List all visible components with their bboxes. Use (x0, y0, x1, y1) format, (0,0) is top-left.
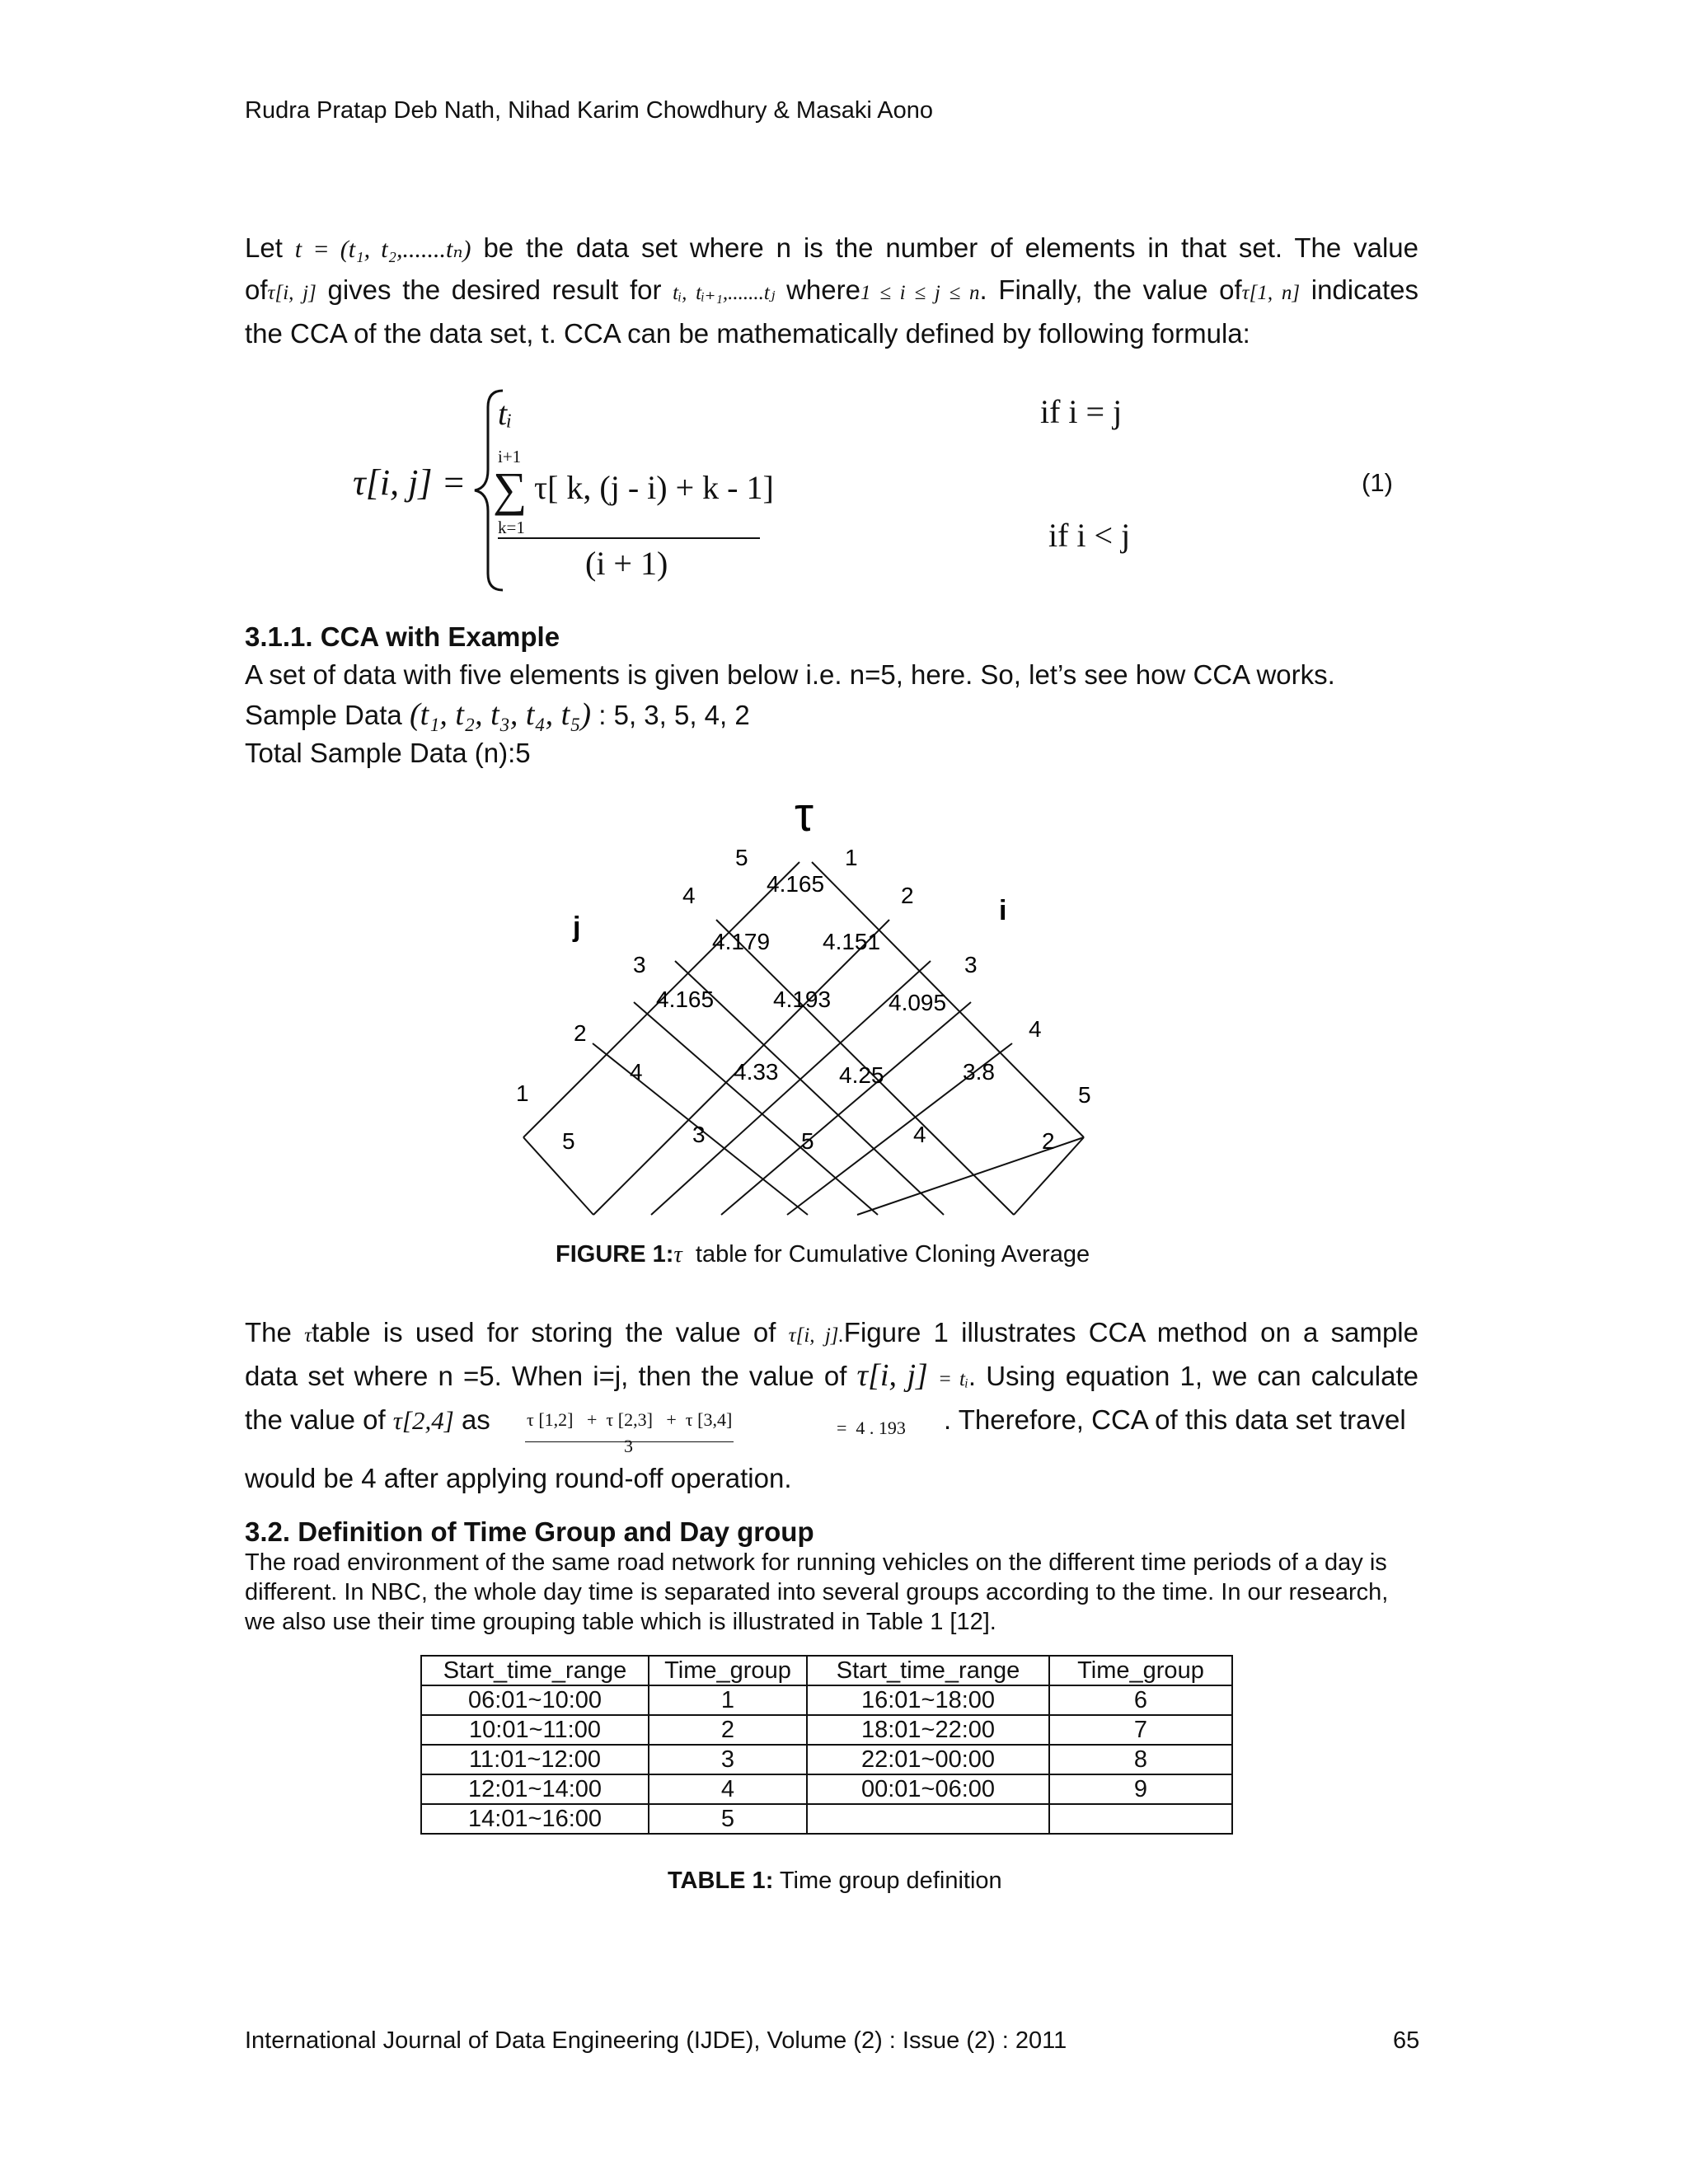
figure-j-axis-label: j (573, 912, 581, 943)
sum-lower-limit: k=1 (498, 518, 525, 537)
total-sample-line: Total Sample Data (n):5 (245, 738, 531, 768)
intro-line-1: Let t = (t₁, t₂,.......tₙ) be the data set where n is the number of elements in that set. The value (245, 232, 1419, 263)
case1-condition: if i = j (1040, 393, 1123, 430)
running-header-authors: Rudra Pratap Deb Nath, Nihad Karim Chowdhury & Masaki Aono (245, 97, 933, 124)
i-index-4: 4 (1029, 1016, 1042, 1042)
table-header-row (421, 1656, 1232, 1685)
equation-lhs: τ[i, j] = (353, 462, 467, 503)
intro-line-2: ofτ[i, j] gives the desired result for tᵢ, tᵢ₊₁,.......tⱼ where1 ≤ i ≤ j ≤ n. Finally, the value ofτ[1, n] indicates (245, 274, 1418, 305)
tau-cell-row1: 2 (1042, 1128, 1055, 1154)
figure-tau-symbol: τ (795, 790, 814, 841)
tau-table-figure (495, 790, 1121, 1226)
tau-cell-row2: 4 (630, 1059, 643, 1085)
tau24-denominator: 3 (624, 1436, 633, 1456)
denominator: (i + 1) (585, 545, 668, 582)
j-index-2: 2 (574, 1020, 587, 1046)
tau-cell-row3: 4.095 (889, 990, 947, 1015)
intro-paragraph (245, 227, 1418, 354)
set-notation: t = (t₁, t₂,.......tₙ) (294, 236, 471, 263)
case1-value: tᵢ (498, 395, 513, 432)
tau-table-explanation (245, 1312, 1418, 1498)
figure-i-axis-label: i (999, 895, 1007, 926)
tau-cell-row1: 4 (913, 1122, 926, 1147)
table-row: 11:01~12:00 3 22:01~00:00 8 (421, 1745, 1232, 1774)
table-row: 06:01~10:00 1 16:01~18:00 6 (421, 1685, 1232, 1715)
col-header: Time_group (1049, 1656, 1232, 1685)
tau-cell-row2: 4.25 (839, 1062, 884, 1088)
equation-number: (1) (1362, 468, 1393, 497)
section-heading-3-1-1: 3.1.1. CCA with Example (245, 621, 560, 652)
tau-cell-row4: 4.179 (712, 929, 771, 954)
col-header: Start_time_range (421, 1656, 649, 1685)
i-index-1: 1 (845, 845, 858, 870)
time-group-table (420, 1655, 1233, 1835)
tau-cell-row3: 4.165 (656, 987, 715, 1012)
table-1-caption: TABLE 1: Time group definition (668, 1868, 1002, 1894)
col-header: Time_group (649, 1656, 807, 1685)
sum-upper-limit: i+1 (498, 447, 522, 466)
explanation-line-1: The τtable is used for storing the value of τ[i, j].Figure 1 illustrates CCA method on a sample (245, 1317, 1418, 1347)
section-3-1-1-body (245, 654, 1418, 771)
explanation-line-4: would be 4 after applying round-off operation. (245, 1463, 792, 1493)
tau24-numerator: τ [1,2] + τ [2,3] + τ [3,4] (525, 1399, 734, 1442)
cca-example-intro: A set of data with five elements is given below i.e. n=5, here. So, let’s see how CCA works. (245, 659, 1335, 690)
footer-journal: International Journal of Data Engineering (IJDE), Volume (2) : Issue (2) : 2011 (245, 2027, 1067, 2054)
j-index-1: 1 (516, 1080, 529, 1106)
col-header: Start_time_range (807, 1656, 1049, 1685)
fraction-bar (498, 537, 760, 539)
explanation-line-3: the value of τ[2,4] as τ [1,2] + τ [2,3] + τ [3,4] 3 = 4 . 193 . Therefore, CCA of this data set travel (245, 1399, 1418, 1440)
table-row: 14:01~16:00 5 (421, 1804, 1232, 1834)
figure-1-caption: FIGURE 1:τ table for Cumulative Cloning Average (556, 1241, 1090, 1268)
tau-cell-values (562, 871, 1055, 1154)
case2-condition: if i < j (1048, 517, 1131, 554)
page-number: 65 (1393, 2027, 1420, 2054)
explanation-line-2: data set where n =5. When i=j, then the value of τ[i, j] = tᵢ. Using equation 1, we can calculate (245, 1358, 1419, 1393)
tau-cell-row1: 3 (692, 1122, 706, 1147)
j-index-5: 5 (735, 845, 748, 870)
tau-cell-row1: 5 (562, 1128, 575, 1154)
tau-cell-row2: 4.33 (734, 1059, 779, 1085)
sum-body: τ[ k, (j - i) + k - 1] (534, 469, 774, 506)
i-index-2: 2 (901, 883, 914, 908)
sample-data-line: Sample Data (t₁, t₂, t₃, t₄, t₅) : 5, 3, 5, 4, 2 (245, 697, 750, 732)
sum-sign: ∑ (493, 462, 528, 516)
j-index-4: 4 (682, 883, 696, 908)
section-heading-3-2: 3.2. Definition of Time Group and Day group (245, 1516, 814, 1547)
section-3-2-body: The road environment of the same road network for running vehicles on the different time periods of a day is different. In NBC, the whole day time is separated into several groups according to the time. In our research, we also use their time grouping table which is illustrated in Table 1 [12]. (245, 1549, 1389, 1635)
tau-cell-row2: 3.8 (963, 1059, 995, 1085)
tau-cell-row3: 4.193 (773, 987, 832, 1012)
tau-cell-row1: 5 (801, 1128, 814, 1154)
j-index-3: 3 (633, 952, 646, 977)
i-index-5: 5 (1078, 1082, 1091, 1108)
tau-cell-row4: 4.151 (823, 929, 881, 954)
tau24-result: = 4 . 193 (837, 1418, 906, 1438)
table-row: 12:01~14:00 4 00:01~06:00 9 (421, 1774, 1232, 1804)
i-index-3: 3 (964, 952, 978, 977)
tau-cell-row5: 4.165 (767, 871, 825, 897)
table-row: 10:01~11:00 2 18:01~22:00 7 (421, 1715, 1232, 1745)
intro-line-3: the CCA of the data set, t. CCA can be mathematically defined by following formula: (245, 318, 1250, 349)
